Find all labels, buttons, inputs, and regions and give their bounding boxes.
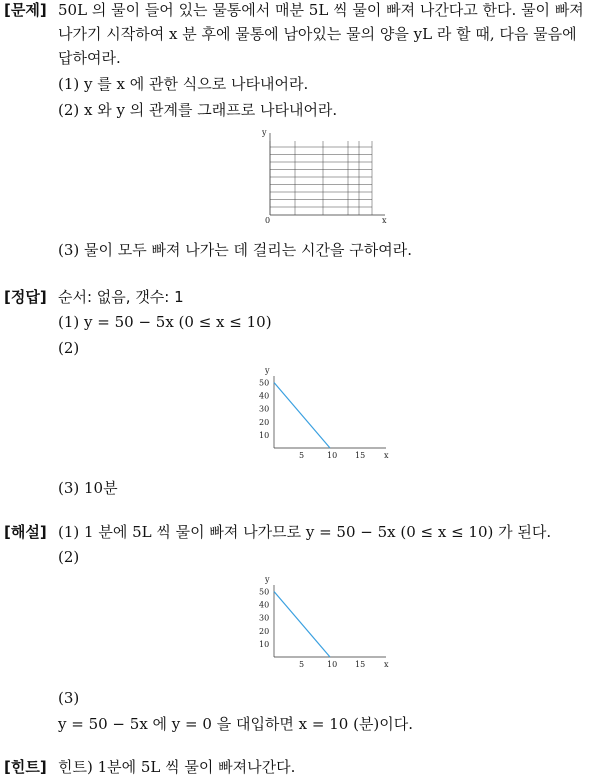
x-tick-label: 10 bbox=[327, 451, 338, 460]
explanation-graph bbox=[252, 577, 392, 672]
problem-question-3: (3) 물이 모두 빠져 나가는 데 걸리는 시간을 구하여라. bbox=[58, 241, 412, 259]
problem-question-1: (1) y 를 x 에 관한 식으로 나타내어라. bbox=[58, 75, 309, 93]
explanation-tag: [해설] bbox=[4, 523, 47, 541]
grid-origin-label: 0 bbox=[265, 216, 271, 225]
data-line bbox=[274, 383, 330, 448]
explanation-3-detail: y = 50 − 5x 에 y = 0 을 대입하면 x = 10 (분)이다. bbox=[58, 715, 414, 733]
x-tick-label: 5 bbox=[299, 451, 305, 460]
y-tick-label: 30 bbox=[259, 404, 270, 414]
hint-text: 힌트) 1분에 5L 씩 물이 빠져나간다. bbox=[58, 758, 296, 776]
y-axis-label: y bbox=[265, 575, 270, 584]
y-tick-label: 20 bbox=[259, 417, 270, 427]
y-tick-label: 40 bbox=[259, 600, 270, 610]
empty-graph-grid bbox=[260, 125, 390, 225]
answer-2: (2) bbox=[58, 339, 80, 357]
x-tick-label: 15 bbox=[355, 451, 366, 460]
y-tick-label: 10 bbox=[259, 639, 270, 649]
problem-line-2: 나가기 시작하여 x 분 후에 물통에 남아있는 물의 양을 yL 라 할 때, 다음 물음에 bbox=[58, 25, 577, 43]
y-tick-label: 10 bbox=[259, 430, 270, 440]
problem-tag: [문제] bbox=[4, 1, 47, 19]
x-axis-label: x bbox=[384, 451, 389, 460]
y-axis-label: y bbox=[265, 366, 270, 375]
y-tick-label: 20 bbox=[259, 626, 270, 636]
x-tick-label: 5 bbox=[299, 660, 305, 669]
problem-line-3: 답하여라. bbox=[58, 49, 121, 67]
data-line bbox=[274, 592, 330, 657]
grid-y-label: y bbox=[262, 128, 267, 137]
answer-tag: [정답] bbox=[4, 288, 47, 306]
answer-1: (1) y = 50 − 5x (0 ≤ x ≤ 10) bbox=[58, 313, 272, 331]
problem-question-2: (2) x 와 y 의 관계를 그래프로 나타내어라. bbox=[58, 101, 338, 119]
explanation-2: (2) bbox=[58, 548, 80, 566]
explanation-1: (1) 1 분에 5L 씩 물이 빠져 나가므로 y = 50 − 5x (0 ≤ x ≤ 10) 가 된다. bbox=[58, 523, 552, 541]
y-tick-label: 50 bbox=[259, 587, 270, 597]
grid-x-label: x bbox=[382, 216, 387, 225]
problem-line-1: 50L 의 물이 들어 있는 물통에서 매분 5L 씩 물이 빠져 나간다고 한다. 물이 빠져 bbox=[58, 1, 584, 19]
explanation-3: (3) bbox=[58, 689, 80, 707]
answer-graph bbox=[252, 368, 392, 463]
x-axis-label: x bbox=[384, 660, 389, 669]
y-tick-label: 30 bbox=[259, 613, 270, 623]
y-tick-label: 40 bbox=[259, 391, 270, 401]
answer-order-count: 순서: 없음, 갯수: 1 bbox=[58, 288, 184, 306]
answer-3: (3) 10분 bbox=[58, 479, 118, 497]
x-tick-label: 15 bbox=[355, 660, 366, 669]
hint-tag: [힌트] bbox=[4, 758, 47, 776]
y-tick-label: 50 bbox=[259, 378, 270, 388]
x-tick-label: 10 bbox=[327, 660, 338, 669]
